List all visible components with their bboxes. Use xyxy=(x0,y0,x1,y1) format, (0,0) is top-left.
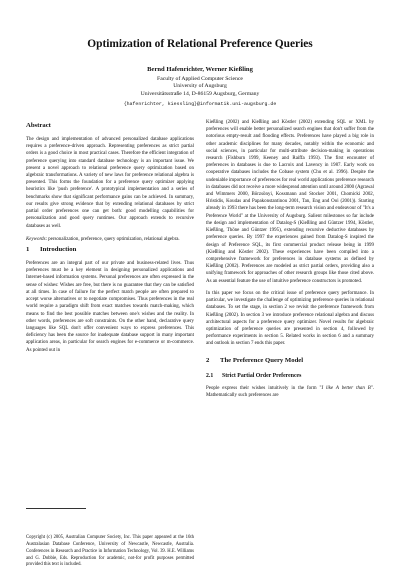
intro-paragraph: Preferences are an integral part of our private and business-related lives. Thus preferences must be a key element in designing personalized applications and Internet-based information systems. Personal preferences are often expressed in the sense of wishes: Wishes are free, but there is no guarantee that they can be satisfied at all times. In case of failure for the perfect match people are often prepared to accept worse alternatives or to negotiate compromises. Thus preferences in the real world require a paradigm shift from exact matches towards match-making, which means to find the best possible matches between one's wishes and the reality. In other words, preferences are soft constraints. On the other hand, declarative query languages like SQL don't offer convenient ways to express preferences. This deficiency has been the source for inadequate database support in many important application areas, in particular for search engines for e-commerce or m-commerce. As pointed out in xyxy=(26,260,194,353)
footnote-rule xyxy=(26,508,86,509)
author-emails: {hafenrichter, kiessling}@informatik.uni-augsburg.de xyxy=(123,101,277,107)
section-2-heading xyxy=(206,357,374,365)
intro-paragraph-continued: Kießling (2002) and Kießling and Köstler (2002) extending SQL or XML by preferences will enable better personalized search engines that don't suffer from the notorious empty-result and flooding effects. Preferences have played a big role in other academic disciplines for many decades, notably within the economic and social sciences, in particular for multi-attribute decision-making in operations research (Fishburn 1999, Keeney and Raiffa 1993). The first encounter of preferences in databases is due to Lacroix and Lavency in 1987. Early work on cooperative databases includes the Cobase system (Chu et al. 1996). Despite the undeniable importance of preferences for real world applications preference research in databases did not receive a more widespread attention until around 2000 (Agrawal and Wimmers 2000, Börzsönyi, Kossmann and Stocker 2001, Chomicki 2002, Hristidis, Koudas and Papakonstantinou 2001, Tan, Eng and Ooi (2001)). Starting already in 1993 there has been the long-term research vision and endeavour of "It's a Preference World" at the University of Augsburg. Salient milestones so far include the design and implementation of Datalog-S (Kießling and Güntzer 1994, Köstler, Kießling, Thöne and Güntzer 1995), extending recursive deductive databases by preference queries. By 1997 the experiences gained from Datalog-S inspired the design of Preference SQL, its first commercial product release being in 1999 (Kießling and Köstler 2002). These experiences have been compiled into a comprehensive framework for preferences in database systems as defined by Kießling (2002). Preferences are modeled as strict partial orders, providing also a unifying framework for approaches of other research groups like those cited above. As an essential feature the use of intuitive preference constructors is promoted. xyxy=(206,119,374,284)
section-2-1-text-end: ". Mathematically such preferences are xyxy=(206,385,374,398)
affiliation xyxy=(26,76,374,99)
author-list: Bernd Hafenrichter, Werner Kießling xyxy=(147,65,253,73)
copyright-notice: Copyright (c) 2005, Australian Computer Society, Inc. This paper appeared at the 16th Australasian Database Conference, University of Newcastle, Newcastle, Australia. Conferences in Research and Practice in Information Technology, Vol. 39. H.E. Williams and G. Dobbie, Eds. Reproduction for academic, not-for profit purposes permitted provided this text is included. xyxy=(26,535,194,568)
affiliation-line-address: Universitätsstraße 14, D-86159 Augsburg, Germany xyxy=(140,91,260,98)
section-1-heading xyxy=(26,246,194,254)
affiliation-line-faculty: Faculty of Applied Computer Science xyxy=(157,75,243,82)
section-2-1-title: Strict Partial Order Preferences xyxy=(222,372,302,379)
left-column xyxy=(26,119,194,569)
section-2-1-heading xyxy=(206,373,374,380)
section-2-1-paragraph xyxy=(206,385,374,399)
section-2-1-text-start: People express their wishes intuitively in the form " xyxy=(206,385,322,391)
intro-paragraph-outline: In this paper we focus on the critical issue of preference query performance. In particular, we investigate the challenge of optimizing preference queries in relational databases. To set the stage, in section 2 we revisit the preference framework from Kießling (2002). In section 3 we introduce preference relational algebra and discuss architectural aspects for a preference query optimizer. Novel results for algebraic optimization of preference queries are presented in section 4, followed by performance experiments in section 5. Related works in section 6 and a summary and outlook in section 7 ends this paper. xyxy=(206,290,374,347)
section-2-number: 2 xyxy=(206,356,210,364)
abstract-text: The design and implementation of advanced personalized database applications requires a preference-driven approach. Representing preferences as strict partial orders is a good choice in most practical cases. Therefore the efficient integration of preference querying into standard database technology is an important issue. We present a novel approach to relational preference query optimization based on algebraic transformations. A variety of new laws for preference relational algebra is presented. This forms the foundation for a preference query optimizer applying heuristics like 'push preference'. A prototypical implementation and a series of benchmarks show that significant performance gains can be achieved. In summary, our results give strong evidence that by extending relational databases by strict partial order preferences one can get both: good modelling capabilities for personalization and good query runtimes. Our approach extends to recursive databases as well. xyxy=(26,136,194,229)
section-2-1-number: 2.1 xyxy=(206,372,214,379)
keywords xyxy=(26,236,194,243)
paper-title: Optimization of Relational Preference Queries xyxy=(87,38,313,50)
section-1-number: 1 xyxy=(26,245,30,253)
section-1-title: Introduction xyxy=(40,245,77,253)
two-column-body xyxy=(26,119,374,569)
abstract-heading: Abstract xyxy=(26,121,51,129)
keywords-text: : personalization, preference, query optimization, relational algebra. xyxy=(45,236,180,242)
section-2-title: The Preference Query Model xyxy=(220,356,304,364)
keywords-label: Keywords xyxy=(26,236,46,242)
affiliation-line-university: University of Augsburg xyxy=(173,83,227,90)
right-column xyxy=(206,119,374,569)
section-2-1-text-emphasis: I like A better than B xyxy=(321,385,371,391)
